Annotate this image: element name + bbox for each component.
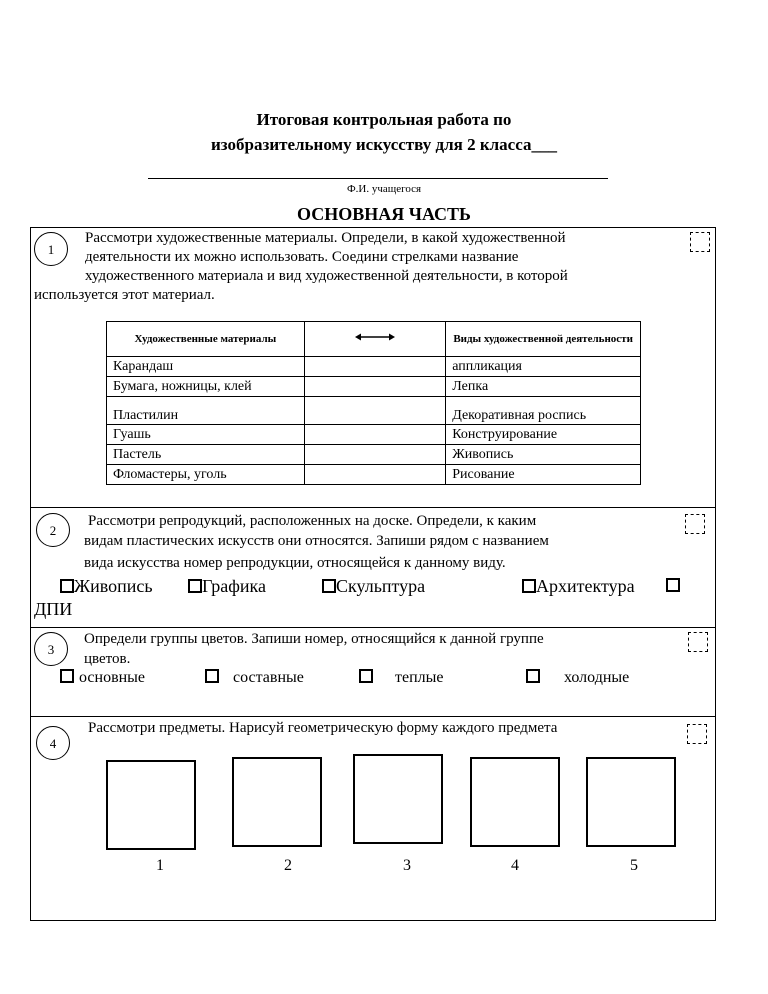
- checkbox-icon[interactable]: [666, 578, 680, 592]
- activity-cell: Рисование: [446, 465, 641, 485]
- col-header-activities: Виды художественной деятельности: [446, 322, 641, 357]
- box-number-4: 4: [511, 857, 519, 874]
- task1-line-4: используется этот материал.: [34, 287, 215, 303]
- checkbox-icon[interactable]: [359, 669, 373, 683]
- material-cell: Бумага, ножницы, клей: [107, 377, 305, 397]
- task4-number: 4: [36, 726, 70, 760]
- task1-line-2: деятельности их можно использовать. Соедини стрелками название: [85, 249, 519, 265]
- drawing-box-5[interactable]: [586, 757, 676, 847]
- drawing-box-3[interactable]: [353, 754, 443, 844]
- checkbox-icon[interactable]: [60, 579, 74, 593]
- title-line-1: Итоговая контрольная работа по: [256, 110, 512, 129]
- drawing-box-4[interactable]: [470, 757, 560, 847]
- task2-line-2: видам пластических искусств они относятся. Запиши рядом с названием: [84, 533, 549, 549]
- option-primary[interactable]: основные: [60, 669, 145, 687]
- checkbox-icon[interactable]: [322, 579, 336, 593]
- section-title: ОСНОВНАЯ ЧАСТЬ: [297, 204, 471, 224]
- task2-score-box[interactable]: [685, 514, 705, 534]
- checkbox-icon[interactable]: [205, 669, 219, 683]
- checkbox-icon[interactable]: [522, 579, 536, 593]
- drawing-box-2[interactable]: [232, 757, 322, 847]
- materials-table: [106, 321, 641, 485]
- name-label: Ф.И. учащегося: [346, 183, 422, 195]
- title-line-2: изобразительному искусству для 2 класса___: [211, 135, 557, 154]
- material-cell: Пластилин: [107, 397, 305, 425]
- arrow-cell[interactable]: [304, 425, 446, 445]
- arrow-cell[interactable]: [304, 465, 446, 485]
- task2-line-3: вида искусства номер репродукции, относящейся к данному виду.: [84, 555, 506, 571]
- col-header-materials: Художественные материалы: [107, 322, 305, 357]
- checkbox-icon[interactable]: [526, 669, 540, 683]
- material-cell: Пастель: [107, 445, 305, 465]
- task3-number: 3: [34, 632, 68, 666]
- arrow-cell[interactable]: [304, 377, 446, 397]
- task1-score-box[interactable]: [690, 232, 710, 252]
- option-dpi-label: ДПИ: [34, 599, 73, 619]
- arrow-cell[interactable]: [304, 445, 446, 465]
- task3-score-box[interactable]: [688, 632, 708, 652]
- checkbox-icon[interactable]: [60, 669, 74, 683]
- activity-cell: аппликация: [446, 357, 641, 377]
- col-header-arrow: [304, 322, 446, 357]
- arrow-cell[interactable]: [304, 357, 446, 377]
- material-cell: Карандаш: [107, 357, 305, 377]
- option-cold[interactable]: холодные: [526, 669, 629, 687]
- task1-line-1: Рассмотри художественные материалы. Определи, в какой художественной: [85, 230, 566, 246]
- option-sculpture[interactable]: Скульптура: [322, 576, 425, 597]
- option-graphics[interactable]: Графика: [188, 576, 266, 597]
- double-arrow-icon: [355, 332, 395, 342]
- box-number-3: 3: [403, 857, 411, 874]
- activity-cell: Лепка: [446, 377, 641, 397]
- task4-line-1: Рассмотри предметы. Нарисуй геометрическую форму каждого предмета: [88, 720, 558, 736]
- task2-number: 2: [36, 513, 70, 547]
- drawing-box-1[interactable]: [106, 760, 196, 850]
- option-dpi-checkbox[interactable]: [666, 578, 680, 596]
- arrow-cell[interactable]: [304, 397, 446, 425]
- task3-line-2: цветов.: [84, 651, 131, 667]
- box-number-1: 1: [156, 857, 164, 874]
- box-number-2: 2: [284, 857, 292, 874]
- task3-line-1: Определи группы цветов. Запиши номер, относящийся к данной группе: [84, 631, 544, 647]
- name-underline: [148, 178, 608, 179]
- task1-number: 1: [34, 232, 68, 266]
- task2-line-1: Рассмотри репродукций, расположенных на доске. Определи, к каким: [88, 513, 537, 529]
- option-composite[interactable]: составные: [205, 669, 304, 687]
- option-architecture[interactable]: Архитектура: [522, 576, 635, 597]
- option-painting[interactable]: Живопись: [60, 576, 153, 597]
- material-cell: Гуашь: [107, 425, 305, 445]
- activity-cell: Живопись: [446, 445, 641, 465]
- checkbox-icon[interactable]: [188, 579, 202, 593]
- activity-cell: Конструирование: [446, 425, 641, 445]
- box-number-5: 5: [630, 857, 638, 874]
- activity-cell: Декоративная роспись: [446, 397, 641, 425]
- option-warm[interactable]: теплые: [359, 669, 444, 687]
- material-cell: Фломастеры, уголь: [107, 465, 305, 485]
- task1-line-3: художественного материала и вид художественной деятельности, в которой: [85, 268, 568, 284]
- task4-score-box[interactable]: [687, 724, 707, 744]
